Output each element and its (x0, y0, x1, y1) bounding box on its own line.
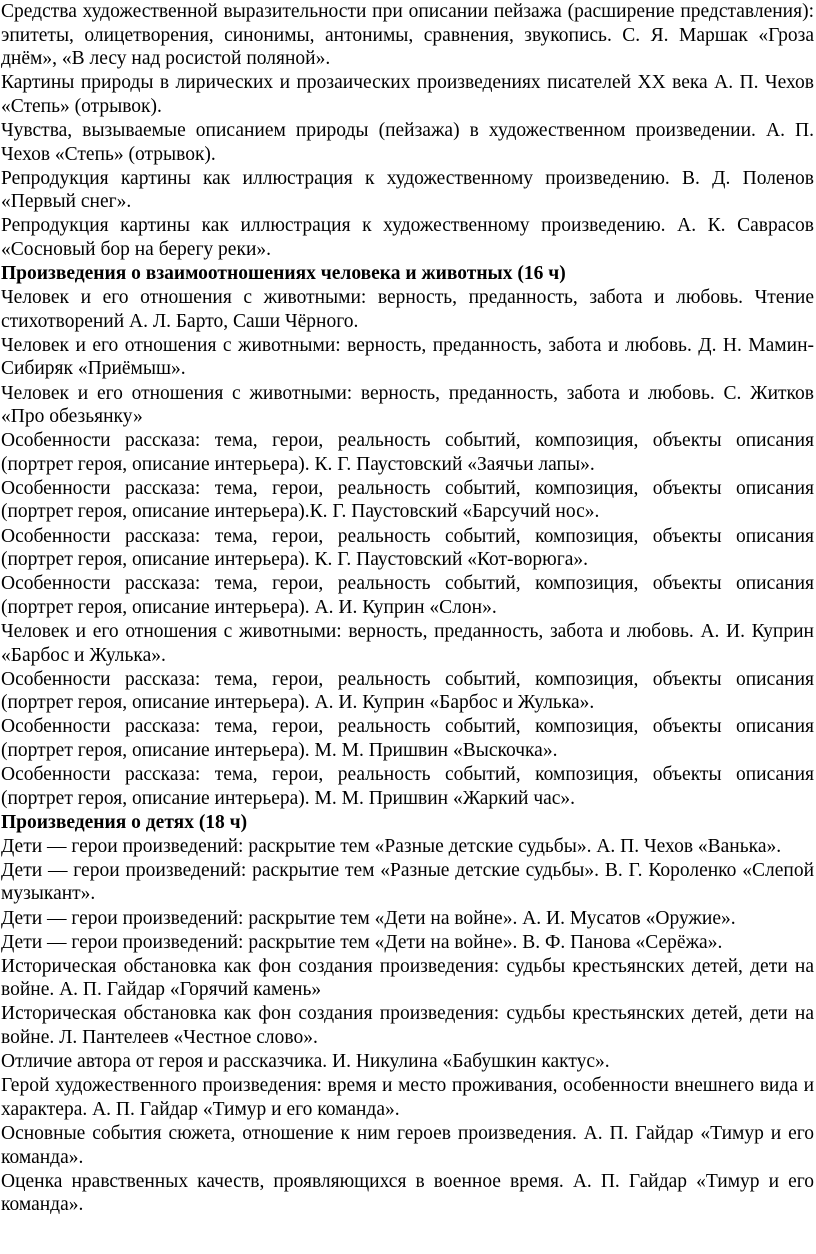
paragraph: Человек и его отношения с животными: верность, преданность, забота и любовь. Д. Н. Мамин-Сибиряк «Приёмыш». (1, 334, 814, 380)
paragraph: Особенности рассказа: тема, герои, реальность событий, композиция, объекты описания (портрет героя, описание интерьера). К. Г. Паустовский «Кот-ворюга». (1, 525, 814, 571)
paragraph: Историческая обстановка как фон создания произведения: судьбы крестьянских детей, дети на войне. Л. Пантелеев «Честное слово». (1, 1003, 814, 1049)
paragraph: Особенности рассказа: тема, герои, реальность событий, композиция, объекты описания (портрет героя, описание интерьера). К. Г. Паустовский «Заячьи лапы». (1, 430, 814, 475)
paragraph: Человек и его отношения с животными: верность, преданность, забота и любовь. А. И. Куприн «Барбос и Жулька». (1, 620, 814, 666)
paragraph: Человек и его отношения с животными: верность, преданность, забота и любовь. С. Житков «Про обезьянку» (1, 382, 814, 428)
paragraph: Дети — герои произведений: раскрытие тем «Разные детские судьбы». В. Г. Короленко «Слепой музыкант». (1, 859, 814, 905)
paragraph: Особенности рассказа: тема, герои, реальность событий, композиция, объекты описания (портрет героя, описание интерьера). М. М. Пришвин «Выскочка». (1, 716, 814, 761)
paragraph: Особенности рассказа: тема, герои, реальность событий, композиция, объекты описания (портрет героя, описание интерьера).К. Г. Паустовский «Барсучий нос». (1, 477, 814, 523)
paragraph: Дети — герои произведений: раскрытие тем «Разные детские судьбы». А. П. Чехов «Ванька». (1, 835, 782, 857)
paragraph: Герой художественного произведения: время и место проживания, особенности внешнего вида и характера. А. П. Гайдар «Тимур и его команда». (1, 1075, 814, 1120)
paragraph: Человек и его отношения с животными: верность, преданность, забота и любовь. Чтение стихотворений А. Л. Барто, Саши Чёрного. (1, 287, 814, 332)
paragraph: Дети — герои произведений: раскрытие тем «Дети на войне». В. Ф. Панова «Серёжа». (1, 931, 723, 953)
paragraph: Историческая обстановка как фон создания произведения: судьбы крестьянских детей, дети на войне. А. П. Гайдар «Горячий камень» (1, 955, 814, 1001)
paragraph: Чувства, вызываемые описанием природы (пейзажа) в художественном произведении. А. П. Чехов «Степь» (отрывок). (1, 119, 814, 165)
section-heading: Произведения о взаимоотношениях человека и животных (16 ч) (1, 263, 566, 285)
paragraph: Репродукция картины как иллюстрация к художественному произведению. В. Д. Поленов «Первый снег». (1, 167, 814, 213)
paragraph: Дети — герои произведений: раскрытие тем «Дети на войне». А. И. Мусатов «Оружие». (1, 907, 736, 929)
section-heading: Произведения о детях (18 ч) (1, 811, 248, 833)
paragraph: Особенности рассказа: тема, герои, реальность событий, композиция, объекты описания (портрет героя, описание интерьера). А. И. Куприн «Барбос и Жулька». (1, 668, 814, 714)
paragraph: Картины природы в лирических и прозаических произведениях писателей XX века А. П. Чехов «Степь» (отрывок). (1, 72, 814, 117)
paragraph: Оценка нравственных качеств, проявляющихся в военное время. А. П. Гайдар «Тимур и его команда». (1, 1170, 814, 1216)
paragraph: Средства художественной выразительности при описании пейзажа (расширение представления): эпитеты, олицетворения, синонимы, антонимы, сравнения, звукопись. С. Я. Маршак «Гроза днём», «В лесу над росистой поляной». (1, 1, 814, 70)
paragraph: Основные события сюжета, отношение к ним героев произведения. А. П. Гайдар «Тимур и его команда». (1, 1122, 814, 1168)
paragraph: Особенности рассказа: тема, герои, реальность событий, композиция, объекты описания (портрет героя, описание интерьера). М. М. Пришвин «Жаркий час». (1, 764, 814, 809)
paragraph: Особенности рассказа: тема, герои, реальность событий, композиция, объекты описания (портрет героя, описание интерьера). А. И. Куприн «Слон». (1, 573, 814, 618)
paragraph: Репродукция картины как иллюстрация к художественному произведению. А. К. Саврасов «Сосновый бор на берегу реки». (1, 215, 814, 260)
paragraph: Отличие автора от героя и рассказчика. И. Никулина «Бабушкин кактус». (1, 1051, 610, 1073)
